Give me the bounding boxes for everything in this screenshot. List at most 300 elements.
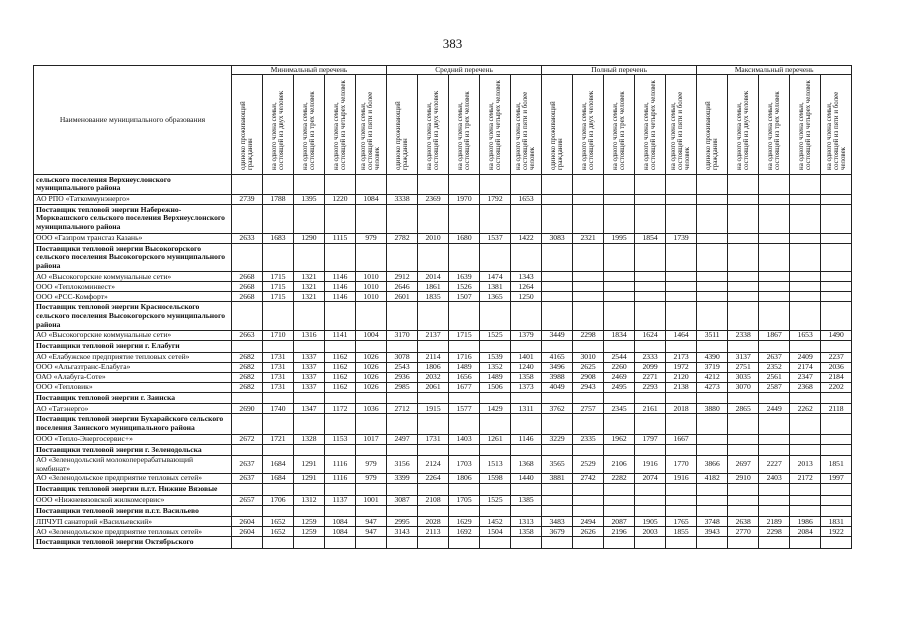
value-cell [790,282,821,292]
value-cell [480,243,511,272]
value-cell: 1962 [604,434,635,444]
value-cell [542,243,573,272]
value-cell [480,537,511,549]
value-cell [387,537,418,549]
value-cell: 2293 [635,382,666,392]
subheader-label: на одного члена семьи, состоящей из трех человек [456,91,472,170]
value-cell: 2995 [387,517,418,527]
value-cell: 2494 [573,517,604,527]
value-cell: 1986 [790,517,821,527]
value-cell: 1835 [418,292,449,302]
group-header-minimal: Минимальный перечень [232,66,387,75]
value-cell [573,495,604,505]
section-title: Поставщики тепловой энергии г. Зеленодольска [34,444,232,456]
value-cell: 1834 [604,331,635,341]
value-cell: 1715 [263,282,294,292]
value-cell [821,505,852,517]
value-cell [325,392,356,404]
value-cell [511,444,542,456]
value-cell [232,392,263,404]
value-cell: 2668 [232,272,263,282]
value-cell: 1731 [418,434,449,444]
value-cell [697,484,728,496]
subheader-label: одиноко проживающий гражданин [705,101,720,170]
value-cell: 2333 [635,352,666,362]
value-cell [790,174,821,194]
value-cell: 1004 [356,331,387,341]
value-cell: 4390 [697,352,728,362]
value-cell [542,392,573,404]
value-cell: 2668 [232,282,263,292]
table-row [34,292,852,302]
value-cell [821,272,852,282]
value-cell [728,272,759,282]
value-cell: 1731 [263,372,294,382]
value-cell [325,243,356,272]
value-cell [635,505,666,517]
value-cell: 1026 [356,372,387,382]
value-cell: 1539 [480,352,511,362]
value-cell: 2084 [790,527,821,537]
value-cell: 3035 [728,372,759,382]
value-cell: 1347 [294,404,325,414]
value-cell: 2697 [728,456,759,474]
value-cell [511,414,542,434]
value-cell: 1162 [325,352,356,362]
value-cell: 1525 [480,331,511,341]
value-cell [294,341,325,353]
value-cell [511,505,542,517]
value-cell [449,302,480,331]
value-cell: 2601 [387,292,418,302]
section-row [34,505,852,517]
value-cell: 2625 [573,362,604,372]
value-cell: 1311 [511,404,542,414]
group-header-average: Средний перечень [387,66,542,75]
value-cell: 3880 [697,404,728,414]
value-cell [573,484,604,496]
value-cell: 2321 [573,233,604,243]
value-cell: 2497 [387,434,418,444]
tariff-table [33,65,852,549]
value-cell [480,302,511,331]
value-cell [449,392,480,404]
value-cell: 947 [356,527,387,537]
value-cell: 2682 [232,382,263,392]
value-cell [635,537,666,549]
value-cell [728,243,759,272]
subheader-label: на одного члена семьи, состоящей из четырех человек [798,80,813,170]
value-cell [728,505,759,517]
value-cell: 1995 [604,233,635,243]
value-cell: 1598 [480,474,511,484]
table-row [34,282,852,292]
value-cell [790,495,821,505]
value-cell: 1291 [294,474,325,484]
value-cell [604,505,635,517]
value-cell: 1710 [263,331,294,341]
value-cell [604,194,635,204]
value-cell: 1916 [635,456,666,474]
value-cell: 1337 [294,362,325,372]
value-cell [790,302,821,331]
value-cell [573,204,604,233]
value-cell [418,484,449,496]
value-cell: 3170 [387,331,418,341]
value-cell: 2587 [759,382,790,392]
organization-name: АО «Зеленодольское предприятие тепловых сетей» [34,474,232,484]
value-cell [387,444,418,456]
value-cell [604,174,635,194]
value-cell [542,505,573,517]
value-cell [697,282,728,292]
value-cell: 1806 [449,474,480,484]
value-cell: 2449 [759,404,790,414]
value-cell [821,174,852,194]
value-cell: 2544 [604,352,635,362]
section-row [34,537,852,549]
value-cell [728,233,759,243]
value-cell: 2936 [387,372,418,382]
value-cell [821,204,852,233]
value-cell: 3083 [542,233,573,243]
value-cell [387,204,418,233]
table-row [34,517,852,527]
value-cell: 4273 [697,382,728,392]
value-cell: 1385 [511,495,542,505]
value-cell [728,302,759,331]
value-cell [821,341,852,353]
value-cell [697,414,728,434]
value-cell: 3070 [728,382,759,392]
value-cell [294,204,325,233]
subheader-cell [418,75,449,175]
value-cell: 2137 [418,331,449,341]
value-cell: 1084 [325,517,356,527]
subheader-label: одиноко проживающий гражданин [239,101,254,170]
subheader-label: одиноко проживающий гражданин [394,101,410,170]
value-cell [728,194,759,204]
value-cell [666,505,697,517]
value-cell [232,414,263,434]
value-cell [263,341,294,353]
value-cell: 1765 [666,517,697,527]
value-cell [294,392,325,404]
value-cell [294,484,325,496]
value-cell: 1653 [511,194,542,204]
value-cell: 1084 [356,194,387,204]
value-cell [387,243,418,272]
value-cell: 2663 [232,331,263,341]
subheader-cell [573,75,604,175]
value-cell [232,505,263,517]
value-cell [232,204,263,233]
value-cell [666,484,697,496]
value-cell: 3866 [697,456,728,474]
section-title: Поставщик тепловой энергии Красносельского сельского поселения Высокогорского муниципального района [34,302,232,331]
value-cell: 2174 [790,362,821,372]
value-cell [511,537,542,549]
value-cell [387,302,418,331]
value-cell [697,505,728,517]
value-cell: 2087 [604,517,635,527]
value-cell: 1922 [821,527,852,537]
value-cell [759,392,790,404]
value-cell: 3229 [542,434,573,444]
value-cell [821,414,852,434]
value-cell [418,392,449,404]
value-cell: 2282 [604,474,635,484]
subheader-cell [511,75,542,175]
value-cell: 2138 [666,382,697,392]
value-cell [325,484,356,496]
subheader-label: одиноко проживающий гражданин [550,101,565,170]
value-cell: 1506 [480,382,511,392]
section-title: Поставщики тепловой энергии Высокогорского сельского поселения Высокогорского муниципального района [34,243,232,272]
subheader-cell [449,75,480,175]
value-cell: 2637 [759,352,790,362]
value-cell: 2682 [232,372,263,382]
subheader-cell [542,75,573,175]
value-cell [449,174,480,194]
value-cell [542,414,573,434]
value-cell [697,174,728,194]
value-cell [449,444,480,456]
value-cell [604,272,635,282]
subheader-cell [790,75,821,175]
value-cell: 1261 [480,434,511,444]
subheader-cell [232,75,263,175]
value-cell: 2184 [821,372,852,382]
subheader-cell [480,75,511,175]
value-cell [325,505,356,517]
value-cell [759,505,790,517]
value-cell [449,341,480,353]
value-cell: 2262 [790,404,821,414]
value-cell: 1788 [263,194,294,204]
value-cell: 1026 [356,382,387,392]
value-cell [325,174,356,194]
value-cell [697,243,728,272]
organization-name: АО «Татэнерго» [34,404,232,414]
value-cell: 2202 [821,382,852,392]
value-cell: 2032 [418,372,449,382]
value-cell [697,292,728,302]
section-title: Поставщики тепловой энергии п.г.т. Васильево [34,505,232,517]
value-cell [728,434,759,444]
section-row [34,341,852,353]
section-row [34,392,852,404]
value-cell [759,341,790,353]
value-cell: 1731 [263,352,294,362]
value-cell: 2495 [604,382,635,392]
value-cell: 2751 [728,362,759,372]
value-cell [573,392,604,404]
value-cell [294,444,325,456]
value-cell: 3483 [542,517,573,527]
value-cell [666,243,697,272]
table-row [34,233,852,243]
value-cell [604,341,635,353]
section-row [34,414,852,434]
value-cell: 4182 [697,474,728,484]
value-cell [635,302,666,331]
value-cell [821,484,852,496]
value-cell [449,204,480,233]
value-cell [263,392,294,404]
value-cell [418,444,449,456]
value-cell [635,194,666,204]
value-cell [356,341,387,353]
value-cell [759,495,790,505]
value-cell: 1312 [294,495,325,505]
value-cell: 1489 [480,372,511,382]
value-cell [635,243,666,272]
value-cell: 2271 [635,372,666,382]
value-cell: 1321 [294,282,325,292]
value-cell [759,243,790,272]
value-cell [728,495,759,505]
value-cell [480,174,511,194]
value-cell: 1146 [325,292,356,302]
value-cell: 1867 [759,331,790,341]
value-cell: 1146 [511,434,542,444]
value-cell [635,341,666,353]
value-cell: 979 [356,233,387,243]
value-cell: 2018 [666,404,697,414]
value-cell: 1683 [263,233,294,243]
value-cell: 3078 [387,352,418,362]
value-cell [573,282,604,292]
value-cell: 1715 [449,331,480,341]
organization-name: ООО «Тепловик» [34,382,232,392]
value-cell [480,444,511,456]
value-cell: 1797 [635,434,666,444]
value-cell: 1328 [294,434,325,444]
value-cell: 2172 [790,474,821,484]
subheader-cell [325,75,356,175]
value-cell [790,392,821,404]
value-cell [728,484,759,496]
value-cell: 1715 [263,292,294,302]
value-cell: 1162 [325,382,356,392]
table-row [34,331,852,341]
value-cell: 2014 [418,272,449,282]
value-cell: 2335 [573,434,604,444]
value-cell [325,414,356,434]
organization-name: ООО «Нижневязовской жилкомсервис» [34,495,232,505]
value-cell [666,174,697,194]
section-row [34,243,852,272]
value-cell: 2910 [728,474,759,484]
value-cell [480,505,511,517]
value-cell: 1321 [294,292,325,302]
table-row [34,372,852,382]
value-cell: 1861 [418,282,449,292]
value-cell [387,392,418,404]
value-cell: 1162 [325,362,356,372]
value-cell: 3943 [697,527,728,537]
group-header-maximal: Максимальный перечень [697,66,852,75]
value-cell [635,392,666,404]
value-cell: 1854 [635,233,666,243]
value-cell [356,484,387,496]
value-cell [604,392,635,404]
value-cell [263,204,294,233]
value-cell: 2347 [790,372,821,382]
value-cell: 3881 [542,474,573,484]
value-cell [790,194,821,204]
value-cell [759,537,790,549]
value-cell: 1172 [325,404,356,414]
table-row [34,527,852,537]
value-cell: 2782 [387,233,418,243]
value-cell [418,174,449,194]
value-cell [635,495,666,505]
value-cell: 2124 [418,456,449,474]
value-cell: 3010 [573,352,604,362]
value-cell [387,484,418,496]
section-row [34,484,852,496]
value-cell: 2469 [604,372,635,382]
value-cell: 1352 [480,362,511,372]
value-cell [542,444,573,456]
value-cell: 1525 [480,495,511,505]
value-cell [604,302,635,331]
value-cell [604,282,635,292]
value-cell [294,174,325,194]
value-cell: 1464 [666,331,697,341]
value-cell [666,204,697,233]
value-cell: 1259 [294,527,325,537]
value-cell [511,243,542,272]
subheader-cell [263,75,294,175]
value-cell: 2113 [418,527,449,537]
section-title: Поставщики тепловой энергии г. Елабуги [34,341,232,353]
section-row [34,444,852,456]
value-cell [232,174,263,194]
value-cell: 4049 [542,382,573,392]
value-cell: 2237 [821,352,852,362]
value-cell: 1629 [449,517,480,527]
value-cell: 1740 [263,404,294,414]
value-cell [418,414,449,434]
value-cell [573,444,604,456]
value-cell: 1851 [821,456,852,474]
subheader-cell [356,75,387,175]
value-cell: 1680 [449,233,480,243]
value-cell [294,302,325,331]
value-cell: 1116 [325,474,356,484]
value-cell [821,434,852,444]
value-cell: 2529 [573,456,604,474]
value-cell [511,204,542,233]
value-cell: 1146 [325,282,356,292]
table-row [34,382,852,392]
value-cell: 4212 [697,372,728,382]
value-cell [728,537,759,549]
name-column-header: Наименование муниципального образования [34,66,232,175]
value-cell: 2637 [232,474,263,484]
organization-name: ООО «РСС-Комфорт» [34,292,232,302]
value-cell: 1429 [480,404,511,414]
value-cell [759,292,790,302]
value-cell [821,444,852,456]
value-cell: 1972 [666,362,697,372]
value-cell: 2912 [387,272,418,282]
section-title: Поставщик тепловой энергии Бухарайского сельского поселения Заинского муниципального района [34,414,232,434]
value-cell: 1792 [480,194,511,204]
